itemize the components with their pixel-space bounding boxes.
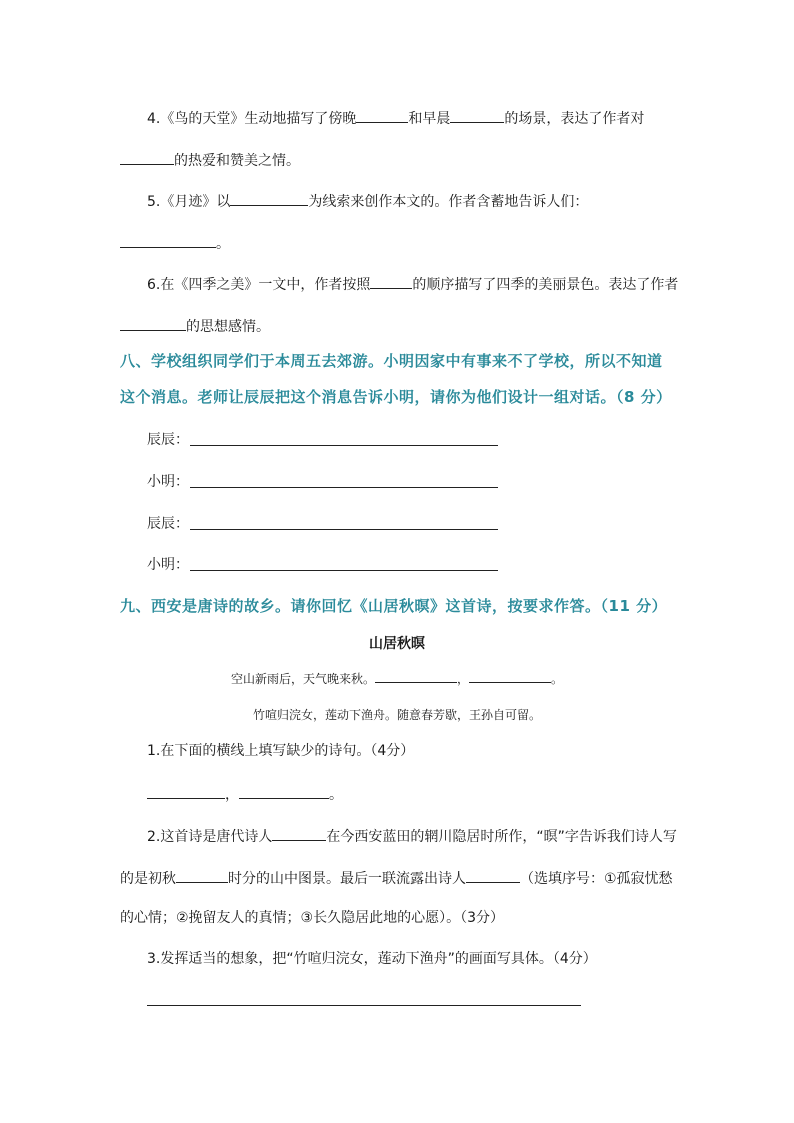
answer-blank[interactable] (120, 233, 216, 248)
answer-blank[interactable] (120, 316, 186, 331)
subq1-answer: ， 。 (147, 784, 343, 805)
answer-blank[interactable] (239, 784, 329, 799)
subq2-line2: 的是初秋 时分的山中图景。最后一联流露出诗人 （选填序号：①孤寂忧愁 (120, 868, 673, 889)
dialog-answer-line[interactable] (190, 529, 498, 530)
q5-line2: 。 (120, 233, 230, 254)
q4-line1: 4.《鸟的天堂》生动地描写了傍晚 和早晨 的场景，表达了作者对 (147, 108, 644, 129)
answer-blank[interactable] (466, 868, 520, 883)
poem-line-1: 空山新雨后，天气晚来秋。 ， 。 (230, 672, 564, 686)
dialog-speaker: 辰辰： (147, 432, 189, 448)
subq3-answer-line[interactable] (147, 1005, 581, 1006)
dialog-speaker: 小明： (147, 474, 189, 490)
section-8-heading-line1: 八、学校组织同学们于本周五去郊游。小明因家中有事来不了学校，所以不知道 (120, 352, 663, 370)
answer-blank[interactable] (120, 150, 174, 165)
subq3-text: 3.发挥适当的想象，把“竹喧归浣女，莲动下渔舟”的画面写具体。（4分） (147, 951, 597, 967)
dialog-answer-line[interactable] (190, 570, 498, 571)
answer-blank[interactable] (450, 108, 504, 123)
answer-blank[interactable] (230, 191, 308, 206)
subq2-line3: 的心情；②挽留友人的真情；③长久隐居此地的心愿）。（3分） (120, 910, 505, 926)
subq1-text: 1.在下面的横线上填写缺少的诗句。（4分） (147, 743, 415, 759)
section-8-heading-line2: 这个消息。老师让辰辰把这个消息告诉小明，请你为他们设计一组对话。（8 分） (120, 388, 672, 406)
poem-title: 山居秋暝 (369, 636, 425, 652)
answer-blank[interactable] (176, 868, 228, 883)
dialog-speaker: 小明： (147, 557, 189, 573)
q6-line1: 6.在《四季之美》一文中，作者按照 的顺序描写了四季的美丽景色。表达了作者 (147, 274, 678, 295)
answer-blank[interactable] (370, 274, 412, 289)
poem-line-2: 竹喧归浣女，莲动下渔舟。随意春芳歇，王孙自可留。 (252, 708, 541, 722)
q4-line2: 的热爱和赞美之情。 (120, 150, 300, 171)
answer-blank[interactable] (469, 670, 551, 683)
answer-blank[interactable] (147, 784, 225, 799)
q6-line2: 的思想感情。 (120, 316, 270, 337)
answer-blank[interactable] (375, 670, 457, 683)
answer-blank[interactable] (356, 108, 408, 123)
dialog-answer-line[interactable] (190, 487, 498, 488)
dialog-speaker: 辰辰： (147, 516, 189, 532)
section-9-heading: 九、西安是唐诗的故乡。请你回忆《山居秋暝》这首诗，按要求作答。（11 分） (120, 597, 668, 615)
answer-blank[interactable] (272, 826, 326, 841)
subq2-line1: 2.这首诗是唐代诗人 在今西安蓝田的辋川隐居时所作，“暝”字告诉我们诗人写 (147, 826, 677, 847)
dialog-answer-line[interactable] (190, 445, 498, 446)
q5-line1: 5.《月迹》以 为线索来创作本文的。作者含蓄地告诉人们： (147, 191, 588, 212)
